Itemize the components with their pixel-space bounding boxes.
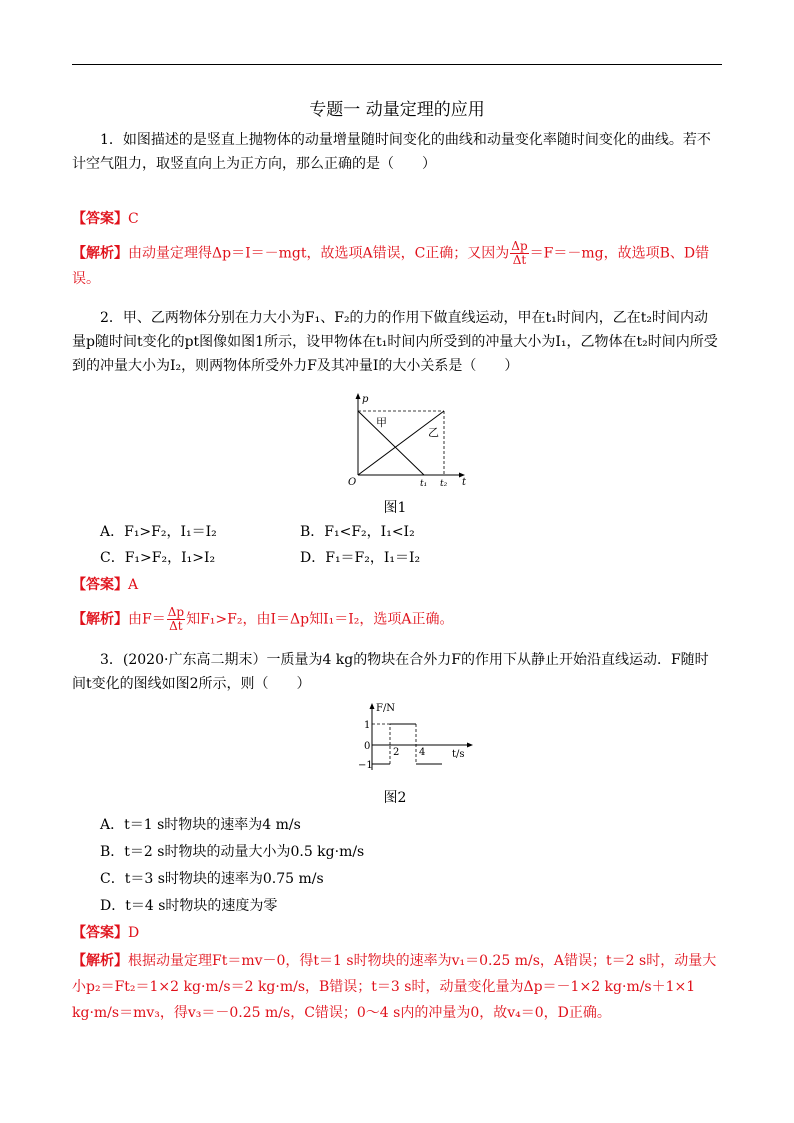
question-1-text: 1．如图描述的是竖直上抛物体的动量增量随时间变化的曲线和动量变化率随时间变化的曲线。若不计空气阻力，取竖直向上为正方向，那么正确的是（ ）: [72, 132, 711, 172]
y-tick-neg1: −1: [358, 760, 373, 771]
fraction: [167, 606, 185, 633]
analysis-part-b: 知F₁>F₂，由I＝Δp知I₁＝I₂，选项A正确。: [186, 611, 454, 628]
analysis-tag: 【解析】: [72, 245, 128, 262]
answer-value: A: [128, 577, 139, 593]
question-3-text: 3．(2020·广东高二期末）一质量为4 kg的物块在合外力F的作用下从静止开始沿直线运动．F随时间t变化的图线如图2所示，则（ ）: [72, 652, 709, 692]
question-3-analysis: [72, 948, 722, 1026]
analysis-tag: 【解析】: [72, 611, 128, 628]
question-3-answer: [72, 921, 722, 945]
tick-label-t2: t₂: [440, 479, 448, 488]
tick-label-t1: t₁: [420, 479, 428, 488]
answer-tag: 【答案】: [72, 211, 128, 227]
analysis-part-a: 由动量定理得Δp＝I＝－mgt，故选项A错误，C正确；又因为: [128, 245, 510, 262]
origin-label: O: [348, 477, 357, 488]
fraction: [510, 240, 528, 267]
question-2-analysis: [72, 606, 722, 633]
fraction-denominator: Δt: [512, 253, 527, 267]
option-b: B．F₁<F₂，I₁<I₂: [300, 524, 415, 540]
axis-label-t: t: [462, 477, 467, 488]
fraction-numerator: Δp: [511, 239, 528, 253]
axis-label-t: t/s: [452, 749, 465, 760]
figure-2-graph: [350, 700, 480, 775]
figure-2-caption: 图2: [383, 790, 407, 806]
analysis-tag: 【解析】: [72, 953, 128, 969]
question-2-answer: [72, 573, 722, 597]
option-c: C．F₁>F₂，I₁>I₂: [100, 550, 216, 566]
analysis-text: 根据动量定理Ft＝mv－0，得t＝1 s时物块的速率为v₁＝0.25 m/s，A错误；t＝2 s时，动量大小p₂＝Ft₂＝1×2 kg·m/s＝2 kg·m/s，B错误；t＝3 s时，动量变化量为Δp＝－1×2 kg·m/s＋1×1 kg·m/s＝mv₃，得v₃＝－0.25 m/s，C错误；0～4 s内的冲量为0，故v₄＝0，D正确。: [72, 953, 717, 1021]
answer-tag: 【答案】: [72, 577, 128, 593]
answer-value: C: [128, 211, 139, 227]
answer-value: D: [128, 925, 140, 941]
question-1-analysis: [72, 240, 722, 291]
axis-label-f: F/N: [376, 703, 396, 714]
label-yi: 乙: [428, 426, 439, 439]
option-c: C．t＝3 s时物块的速率为0.75 m/s: [100, 871, 324, 887]
y-tick-1: 1: [364, 720, 371, 731]
x-tick-4: 4: [419, 747, 426, 758]
x-tick-2: 2: [393, 747, 400, 758]
option-d: D．t＝4 s时物块的速度为零: [100, 898, 278, 914]
option-b: B．t＝2 s时物块的动量大小为0.5 kg·m/s: [100, 844, 365, 860]
figure-1-graph: [340, 388, 470, 488]
header-rule: [72, 64, 722, 65]
y-tick-0: 0: [364, 741, 371, 752]
page-title: 专题一 动量定理的应用: [309, 100, 485, 120]
label-jia: 甲: [376, 416, 387, 429]
figure-1-caption: 图1: [383, 500, 407, 516]
analysis-part-b: ＝F＝－mg，故选项B、D错误。: [72, 245, 710, 287]
option-a: A．t＝1 s时物块的速率为4 m/s: [100, 817, 301, 833]
fraction-numerator: Δp: [167, 605, 185, 619]
question-1-answer: [72, 207, 722, 231]
question-2-text: 2．甲、乙两物体分别在力大小为F₁、F₂的力的作用下做直线运动，甲在t₁时间内，乙在t₂时间内动量p随时间t变化的pt图像如图1所示，设甲物体在t₁时间内所受到的冲量大小为I₁，乙物体在t₂时间内所受到的冲量大小为I₂，则两物体所受外力F及其冲量I的大小关系是（ ）: [72, 310, 718, 374]
axis-label-p: p: [362, 394, 369, 405]
fraction-denominator: Δt: [169, 619, 183, 633]
option-d: D．F₁＝F₂，I₁＝I₂: [300, 550, 421, 566]
analysis-part-a: 由F＝: [128, 611, 166, 628]
option-a: A．F₁>F₂，I₁＝I₂: [100, 524, 217, 540]
answer-tag: 【答案】: [72, 925, 128, 941]
